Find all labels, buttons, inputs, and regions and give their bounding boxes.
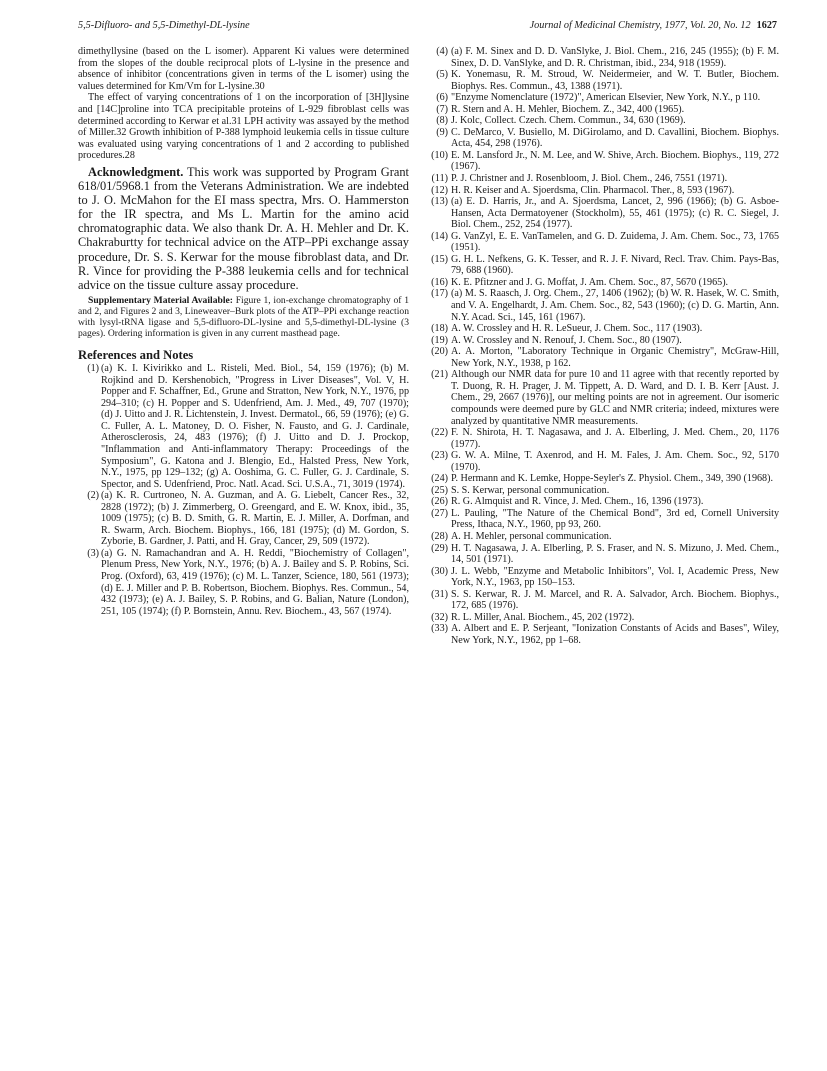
body-paragraph: dimethyllysine (based on the L isomer). Apparent Ki values were determined from the slopes of the double reciprocal plots of L-lysine in the presence and absence of inhibitor (concentrations given in terms of the L isomer) using the values determined for Km/Vm for L-lysine.30 xyxy=(78,46,409,92)
reference-number: (32) xyxy=(431,611,448,623)
supplementary-section xyxy=(78,295,409,340)
reference-number: (7) xyxy=(436,103,448,115)
reference-item xyxy=(427,485,779,497)
reference-item xyxy=(427,104,779,116)
reference-item xyxy=(427,231,779,254)
reference-text: S. S. Kerwar, personal communication. xyxy=(451,484,610,496)
reference-number: (21) xyxy=(431,369,448,381)
reference-text: G. H. L. Nefkens, G. K. Tesser, and R. J. F. Nivard, Recl. Trav. Chim. Pays-Bas, 79, 688 (1960). xyxy=(451,253,779,277)
reference-number: (28) xyxy=(431,530,448,542)
supplementary-heading: Supplementary Material Available: xyxy=(88,294,233,306)
reference-text: (a) M. S. Raasch, J. Org. Chem., 27, 1406 (1962); (b) W. R. Hasek, W. C. Smith, and V. A. Engelhardt, J. Am. Chem. Soc., 82, 543 (1960); (c) D. G. Martin, Ann. N.Y. Acad. Sci., 145, 161 (1967). xyxy=(451,288,779,323)
reference-text: C. DeMarco, V. Busiello, M. DiGirolamo, and D. Cavallini, Biochem. Biophys. Acta, 454, 298 (1976). xyxy=(451,126,779,150)
reference-number: (19) xyxy=(431,334,448,346)
reference-text: F. N. Shirota, H. T. Nagasawa, and J. A. Elberling, J. Med. Chem., 20, 1176 (1977). xyxy=(451,427,779,450)
reference-number: (23) xyxy=(431,450,448,462)
reference-number: (26) xyxy=(431,496,448,508)
body-paragraph: The effect of varying concentrations of 1 on the incorporation of [3H]lysine and [14C]proline into TCA precipitable proteins of L-929 fibroblast cells was determined according to Kerwar et al.31 LPH activity was assayed by the method of Miller.32 Growth inhibition of P-388 lymphoid leukemia cells in tissue culture was evaluated using varying concentrations of 1 and 2 according to published procedures.28 xyxy=(78,92,409,162)
reference-text: R. Stern and A. H. Mehler, Biochem. Z., 342, 400 (1965). xyxy=(451,103,685,115)
reference-item xyxy=(427,277,779,289)
running-head-journal-block xyxy=(530,20,777,31)
reference-text: G. W. A. Milne, T. Axenrod, and H. M. Fales, J. Am. Chem. Soc., 92, 5170 (1970). xyxy=(451,450,779,473)
reference-text: (a) K. I. Kivirikko and L. Risteli, Med. Biol., 54, 159 (1976); (b) M. Rojkind and D. Kershenobich, "Progress in Liver Diseases", Vol. V, H. Popper and F. Schaffner, Ed., Grune and Stratton, New York, N.Y., 1976, pp 294–310; (c) H. Popper and S. Udenfriend, Am. J. Med., 49, 707 (1970); (d) J. Uitto and J. R. Lichtenstein, J. Invest. Dermatol., 66, 59 (1976); (e) G. C. Fuller, A. L. Matoney, D. O. Fisher, N. Fausto, and G. J. Cardinale, Atherosclerosis, 24, 483 (1976); (f) J. Uitto and D. J. Prockop, "Inflammation and Anti-inflammatory Therapy: Proceedings of the Symposium", G. Katona and J. Blengio, Ed., Halsted Press, New York, N.Y., 1975, pp 129–132; (g) A. Ooshima, G. C. Fuller, G. J. Cardinale, S. Spector, and S. Udenfriend, Proc. Natl. Acad. Sci. U.S.A., 71, 3019 (1974). xyxy=(101,363,409,490)
reference-text: A. W. Crossley and N. Renouf, J. Chem. Soc., 80 (1907). xyxy=(451,334,682,346)
reference-item xyxy=(427,346,779,369)
reference-number: (3) xyxy=(87,547,99,559)
left-column xyxy=(78,46,409,617)
reference-number: (16) xyxy=(431,276,448,288)
reference-number: (22) xyxy=(431,427,448,439)
acknowledgment-text: This work was supported by Program Grant 618/01/5968.1 from the Veterans Administration. We are indebted to J. O. McMahon for the EI mass spectra, Mrs. O. Hammerston for the IR spectra, and Ms L. Martin for the amino acid chromatographic data. We also thank Dr. A. H. Mehler and Dr. K. Chakraburtty for technical advice on the ATP–PPi exchange assay procedure, Dr. S. S. Kerwar for the mouse fibroblast data, and Dr. R. Vince for providing the P-388 leukemia cells and for technical advice on the tissue culture assay procedure. xyxy=(78,164,410,292)
page-number: 1627 xyxy=(756,20,777,31)
supplementary-text: Figure 1, ion-exchange chromatography of 1 and 2, and Figures 2 and 3, Lineweaver–Burk plots of the ATP–PPi exchange reaction with lysyl-tRNA ligase and 5,5-difluoro-DL-lysine and 5,5-dimethyl-DL-lysine (3 pages). Ordering information is given in any current masthead page. xyxy=(78,294,409,340)
reference-text: (a) G. N. Ramachandran and A. H. Reddi, "Biochemistry of Collagen", Plenum Press, New York, N.Y., 1976; (b) A. J. Bailey and S. P. Robins, Sci. Prog. (Oxford), 63, 419 (1976); (c) M. L. Tanzer, Science, 180, 561 (1973); (d) E. J. Miller and P. B. Robertson, Biochem. Biophys. Res. Commun., 54, 432 (1973); (e) A. J. Bailey, S. P. Robins, and G. Balian, Nature (London), 251, 105 (1974); (f) P. Bornstein, Annu. Rev. Biochem., 43, 567 (1974). xyxy=(101,547,409,617)
reference-text: Although our NMR data for pure 10 and 11 agree with that recently reported by T. Duong, R. H. Prager, J. M. Tippett, A. D. Ward, and D. I. B. Kerr [Aust. J. Chem., 29, 2667 (1976)], our melting points are not in agreement. Our isomeric compounds were deemed pure by GLC and NMR criteria; indeed, mixtures were analyzed by quantitative NMR measurements. xyxy=(451,369,779,427)
acknowledgment-heading: Acknowledgment. xyxy=(88,164,184,179)
reference-text: H. T. Nagasawa, J. A. Elberling, P. S. Fraser, and N. S. Mizuno, J. Med. Chem., 14, 501 (1971). xyxy=(451,542,779,566)
reference-item xyxy=(78,490,409,548)
reference-number: (25) xyxy=(431,484,448,496)
reference-number: (31) xyxy=(431,588,448,600)
reference-number: (6) xyxy=(436,92,448,104)
reference-item xyxy=(427,173,779,185)
reference-text: H. R. Keiser and A. Sjoerdsma, Clin. Pharmacol. Ther., 8, 593 (1967). xyxy=(451,184,735,196)
reference-text: S. S. Kerwar, R. J. M. Marcel, and R. A. Salvador, Arch. Biochem. Biophys., 172, 685 (1976). xyxy=(451,588,779,612)
reference-item xyxy=(427,612,779,624)
reference-item xyxy=(427,566,779,589)
reference-item xyxy=(427,115,779,127)
reference-text: K. Yonemasu, R. M. Stroud, W. Neidermeier, and W. T. Butler, Biochem. Biophys. Res. Commun., 43, 1388 (1971). xyxy=(451,69,779,92)
reference-item xyxy=(427,335,779,347)
reference-item xyxy=(427,254,779,277)
reference-text: P. Hermann and K. Lemke, Hoppe-Seyler's Z. Physiol. Chem., 349, 390 (1968). xyxy=(451,473,773,485)
reference-item xyxy=(427,185,779,197)
references-heading: References and Notes xyxy=(78,347,194,362)
reference-item xyxy=(427,473,779,485)
reference-text: G. VanZyl, E. E. VanTamelen, and G. D. Zuidema, J. Am. Chem. Soc., 73, 1765 (1951). xyxy=(451,230,779,254)
reference-text: "Enzyme Nomenclature (1972)", American Elsevier, New York, N.Y., p 110. xyxy=(451,92,761,104)
reference-number: (10) xyxy=(431,149,448,161)
reference-text: (a) K. R. Curtroneo, N. A. Guzman, and A. G. Liebelt, Cancer Res., 32, 2828 (1972); (b) J. Zimmerberg, O. Greengard, and E. W. Knox, ibid., 35, 1009 (1975); (c) B. D. Smith, G. R. Martin, E. J. Miller, A. Dorfman, and R. Swarm, Arch. Biochem. Biophys., 166, 181 (1975); (d) M. Gordon, S. Zyborie, B. Gardner, J. Patti, and H. Gray, Cancer, 29, 509 (1972). xyxy=(101,490,409,548)
reference-number: (17) xyxy=(431,288,448,300)
reference-number: (33) xyxy=(431,623,448,635)
reference-text: K. E. Pfitzner and J. G. Moffat, J. Am. Chem. Soc., 87, 5670 (1965). xyxy=(451,276,729,288)
reference-number: (5) xyxy=(436,69,448,81)
reference-item xyxy=(427,196,779,231)
reference-number: (12) xyxy=(431,184,448,196)
reference-item xyxy=(427,46,779,69)
reference-item xyxy=(427,288,779,323)
reference-item xyxy=(78,363,409,490)
reference-item xyxy=(427,323,779,335)
reference-item xyxy=(427,369,779,427)
reference-text: A. H. Mehler, personal communication. xyxy=(451,530,612,542)
reference-text: L. Pauling, "The Nature of the Chemical Bond", 3rd ed, Cornell University Press, Ithaca, N.Y., 1960, pp 93, 260. xyxy=(451,507,779,531)
reference-number: (11) xyxy=(431,173,448,185)
reference-number: (4) xyxy=(436,46,448,57)
reference-item xyxy=(427,623,779,646)
reference-text: (a) E. D. Harris, Jr., and A. Sjoerdsma, Lancet, 2, 996 (1966); (b) G. Asboe-Hansen, Acta Dermatoyener (Stockholm), 55, 461 (1975); (c) R. C. Siegel, J. Biol. Chem., 252, 254 (1977). xyxy=(451,196,779,231)
reference-number: (2) xyxy=(87,490,99,502)
reference-item xyxy=(427,531,779,543)
reference-item xyxy=(78,548,409,617)
reference-number: (29) xyxy=(431,542,448,554)
reference-item xyxy=(427,427,779,450)
reference-number: (30) xyxy=(431,565,448,577)
reference-number: (27) xyxy=(431,507,448,519)
reference-item xyxy=(427,589,779,612)
reference-text: J. L. Webb, "Enzyme and Metabolic Inhibitors", Vol. I, Academic Press, New York, N.Y., 1963, pp 150–153. xyxy=(451,565,779,589)
running-head-title: 5,5-Difluoro- and 5,5-Dimethyl-DL-lysine xyxy=(78,20,250,31)
reference-number: (13) xyxy=(431,196,448,208)
reference-number: (18) xyxy=(431,323,448,335)
reference-item xyxy=(427,150,779,173)
reference-number: (1) xyxy=(87,363,99,375)
reference-number: (24) xyxy=(431,473,448,485)
reference-text: P. J. Christner and J. Rosenbloom, J. Biol. Chem., 246, 7551 (1971). xyxy=(451,173,728,185)
acknowledgment-section xyxy=(78,165,409,292)
reference-text: A. Albert and E. P. Serjeant, "Ionization Constants of Acids and Bases", Wiley, New York, N.Y., 1962, pp 1–68. xyxy=(451,623,779,646)
reference-text: J. Kolc, Collect. Czech. Chem. Commun., 34, 630 (1969). xyxy=(451,115,686,127)
reference-number: (8) xyxy=(436,115,448,127)
reference-item xyxy=(427,127,779,150)
reference-text: E. M. Lansford Jr., N. M. Lee, and W. Shive, Arch. Biochem. Biophys., 119, 272 (1967). xyxy=(451,149,779,173)
reference-number: (15) xyxy=(431,253,448,265)
reference-item xyxy=(427,543,779,566)
reference-item xyxy=(427,69,779,92)
reference-text: R. G. Almquist and R. Vince, J. Med. Chem., 16, 1396 (1973). xyxy=(451,496,704,508)
reference-number: (14) xyxy=(431,230,448,242)
running-head xyxy=(78,20,777,36)
reference-text: R. L. Miller, Anal. Biochem., 45, 202 (1972). xyxy=(451,611,635,623)
right-column xyxy=(427,46,779,646)
reference-text: (a) F. M. Sinex and D. D. VanSlyke, J. Biol. Chem., 216, 245 (1955); (b) F. M. Sinex, D. D. VanSlyke, and D. R. Christman, ibid., 234, 918 (1959). xyxy=(451,46,779,69)
reference-item xyxy=(427,92,779,104)
reference-text: A. W. Crossley and H. R. LeSueur, J. Chem. Soc., 117 (1903). xyxy=(451,323,703,335)
reference-item xyxy=(427,508,779,531)
reference-number: (9) xyxy=(436,126,448,138)
reference-item xyxy=(427,496,779,508)
references-list-right xyxy=(427,46,779,646)
running-head-journal: Journal of Medicinal Chemistry, 1977, Vol. 20, No. 12 xyxy=(529,20,751,31)
references-list-left xyxy=(78,363,409,617)
reference-number: (20) xyxy=(431,346,448,358)
reference-text: A. A. Morton, "Laboratory Technique in Organic Chemistry", McGraw-Hill, New York, N.Y., 1938, p 162. xyxy=(451,346,779,369)
reference-item xyxy=(427,450,779,473)
